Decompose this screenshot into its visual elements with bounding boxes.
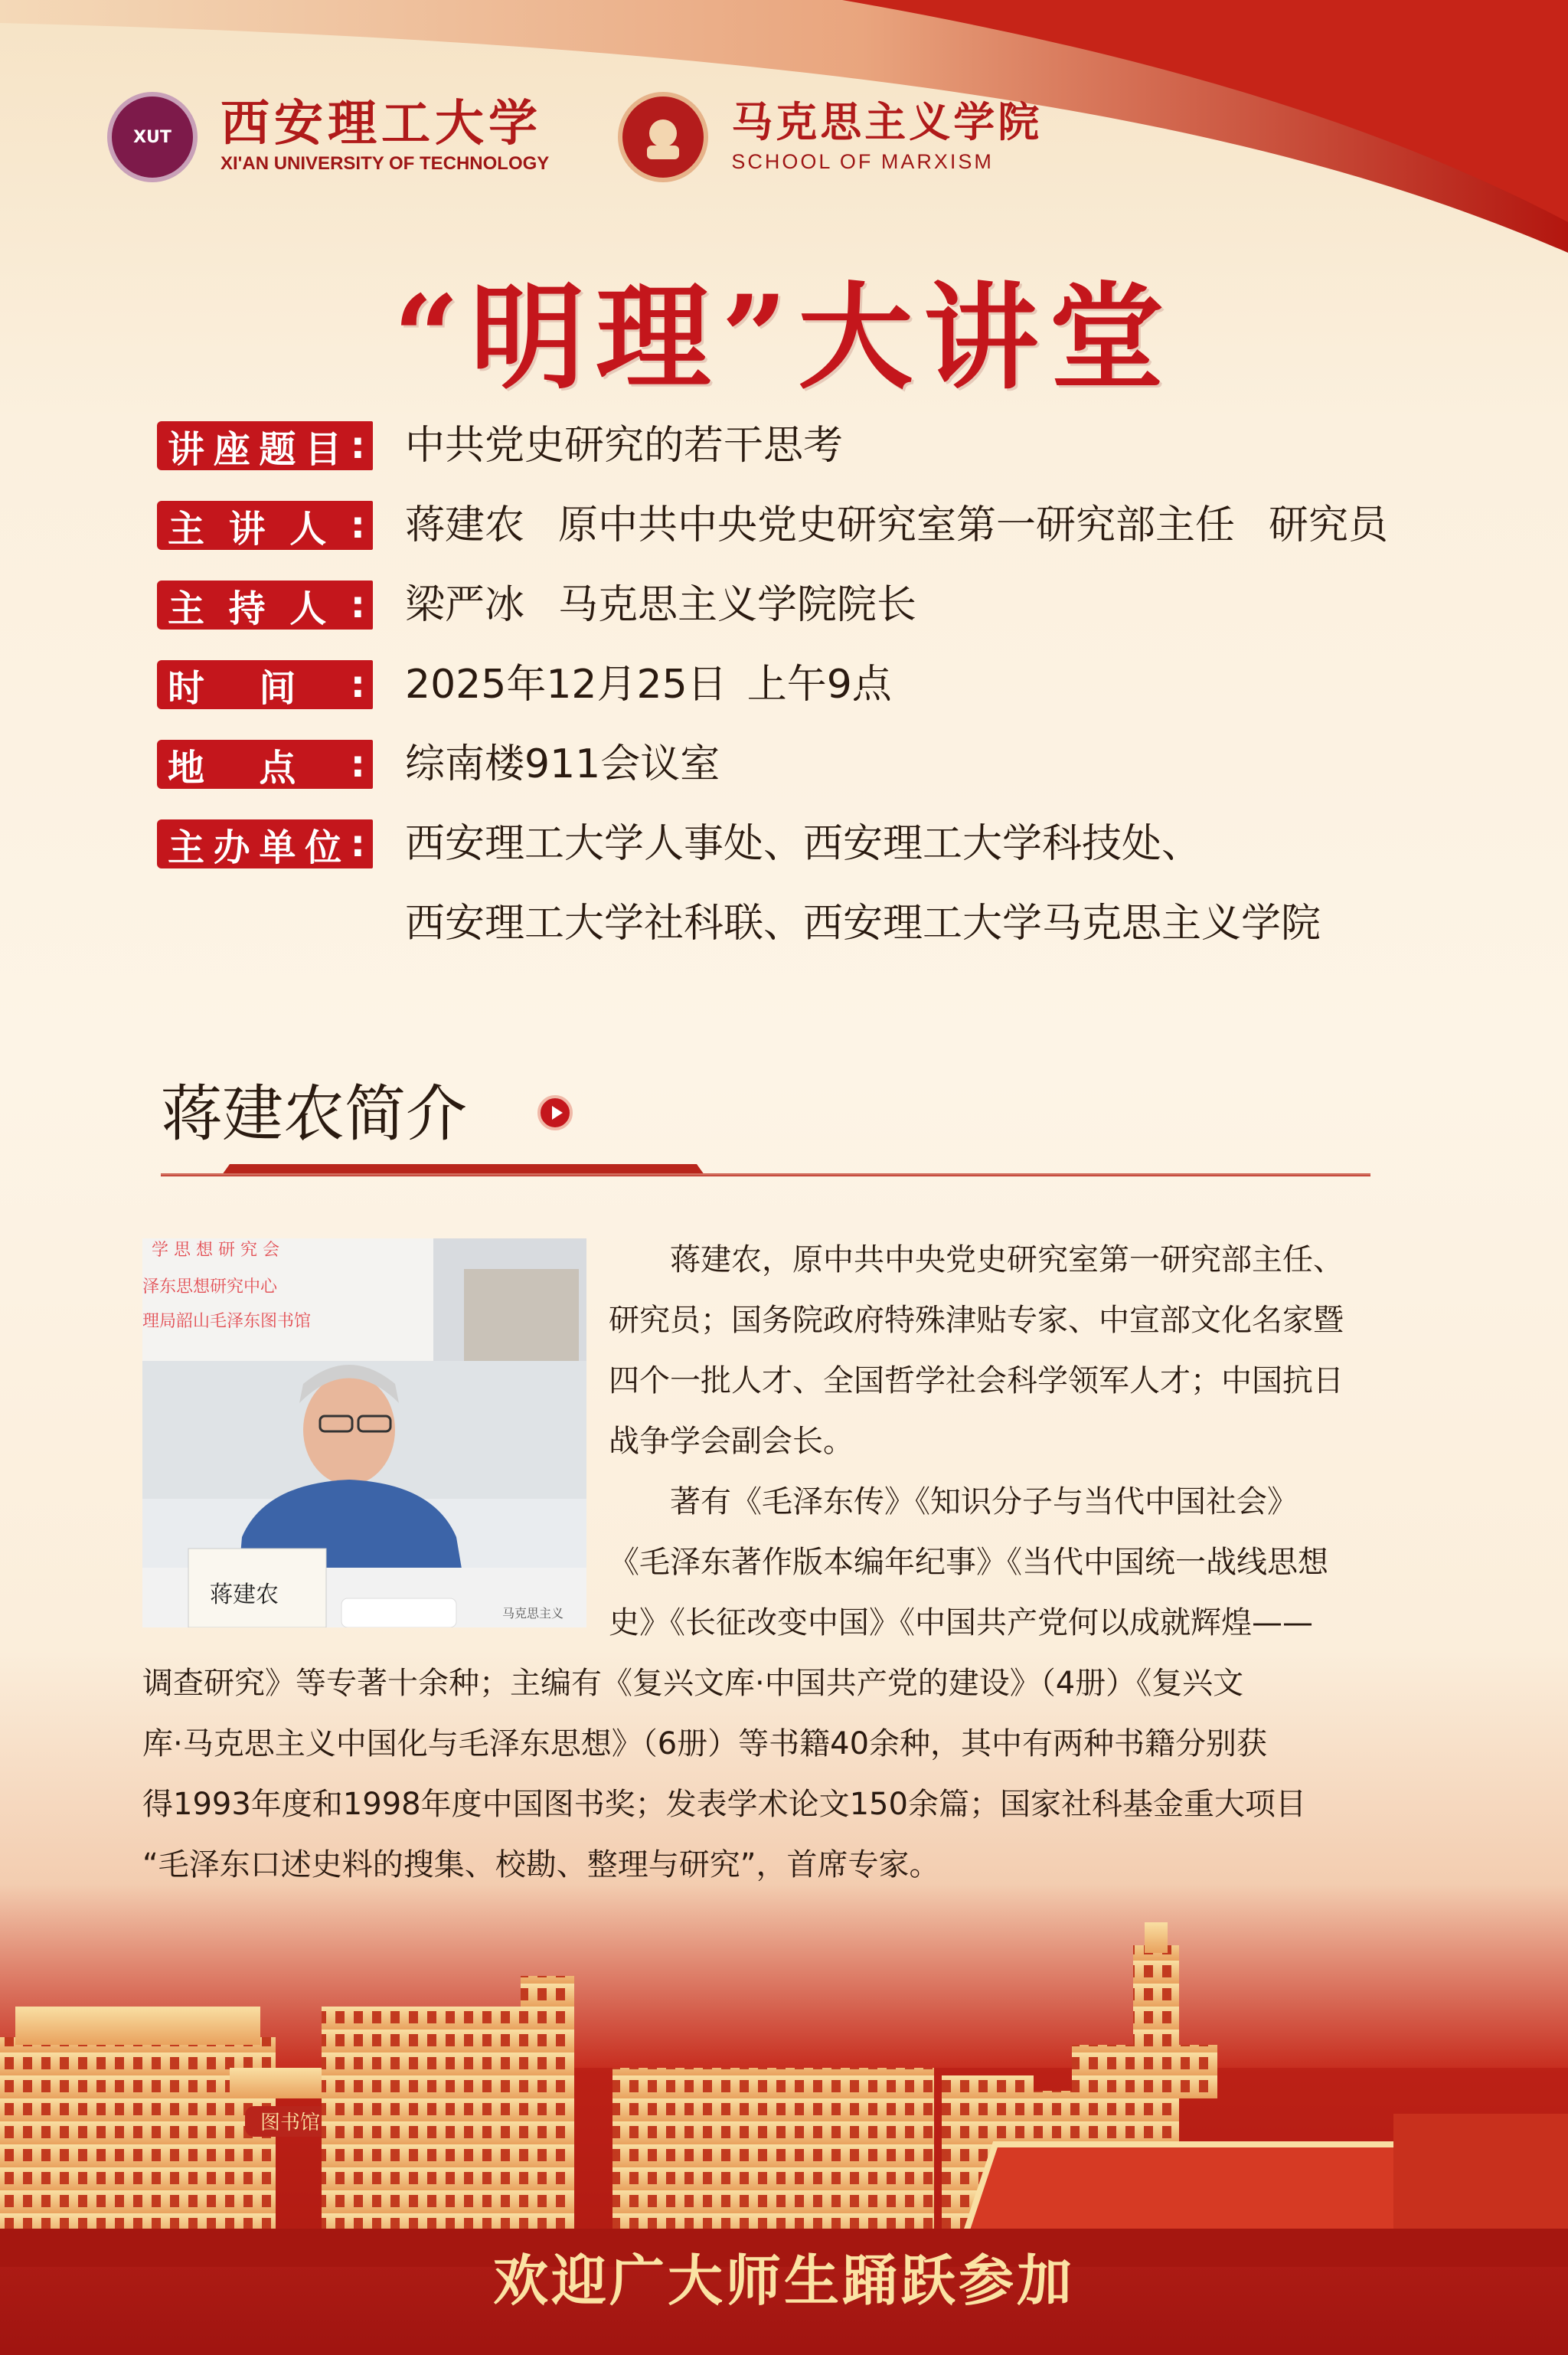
topic-value: 中共党史研究的若干思考 <box>405 423 844 469</box>
speaker-title: 原中共中央党史研究室第一研究部主任 <box>558 502 1236 548</box>
info-row-organizer <box>157 819 1535 979</box>
university-name <box>220 95 550 175</box>
speaker-photo <box>142 1238 586 1627</box>
host-name: 梁严冰 <box>405 582 525 628</box>
time-value <box>405 660 892 709</box>
host-label: 主 持 人 : <box>157 581 373 630</box>
university-name-en: XI'AN UNIVERSITY OF TECHNOLOGY <box>220 153 550 174</box>
photo-banner-1: 学 思 想 研 究 会 <box>152 1241 279 1260</box>
time-date: 2025年12月25日 <box>405 662 727 708</box>
time-part: 上午9点 <box>746 662 892 708</box>
bio-line: 著有《毛泽东传》《知识分子与当代中国社会》 <box>670 1484 1298 1519</box>
header-logos <box>107 92 1088 182</box>
school-name <box>731 96 1043 174</box>
info-row-place <box>157 740 1535 819</box>
school-seal-icon <box>618 92 708 182</box>
time-label: 时 间 : <box>157 660 373 709</box>
lecture-info <box>157 421 1535 979</box>
school-name-en: SCHOOL OF MARXISM <box>731 149 994 173</box>
photo-banner-3: 理局韶山毛泽东图书馆 <box>142 1312 312 1331</box>
organizer-value <box>405 819 1321 979</box>
host-title: 马克思主义学院院长 <box>558 582 917 628</box>
speaker-rank: 研究员 <box>1269 502 1389 548</box>
organizer-line-2: 西安理工大学社科联、西安理工大学马克思主义学院 <box>405 901 1321 947</box>
place-value: 综南楼911会议室 <box>405 741 720 787</box>
poster-title: “明理”大讲堂 <box>393 270 1175 405</box>
bio-line: 研究员；国务院政府特殊津贴专家、中宣部文化名家暨 <box>609 1303 1344 1338</box>
topic-label: 讲 座 题 目 : <box>157 421 373 470</box>
bio-line: 史》《长征改变中国》《中国共产党何以成就辉煌—— <box>609 1605 1313 1640</box>
bio-line: 战争学会副会长。 <box>609 1424 854 1459</box>
info-row-speaker <box>157 501 1535 581</box>
bio-text-full <box>142 1653 1306 1895</box>
bio-line: “毛泽东口述史料的搜集、校勘、整理与研究”，首席专家。 <box>142 1847 940 1882</box>
bio-line: 调查研究》等专著十余种；主编有《复兴文库·中国共产党的建设》（4册）《复兴文 <box>142 1666 1244 1701</box>
info-row-time <box>157 660 1535 740</box>
heading-underline <box>161 1163 1370 1176</box>
organizer-label: 主 办 单 位 : <box>157 819 373 868</box>
host-value <box>405 581 916 630</box>
building-sign: 图书馆 <box>260 2111 321 2134</box>
bio-heading: 蒋建农简介 <box>161 1078 467 1150</box>
photo-nameplate: 蒋建农 <box>210 1581 279 1608</box>
organizer-line-1: 西安理工大学人事处、西安理工大学科技处、 <box>405 821 1202 867</box>
bio-line: 四个一批人才、全国哲学社会科学领军人才；中国抗日 <box>609 1363 1344 1398</box>
speaker-name: 蒋建农 <box>405 502 525 548</box>
university-seal-icon: XUT <box>107 92 198 182</box>
bio-line: 得1993年度和1998年度中国图书奖；发表学术论文150余篇；国家社科基金重大项目 <box>142 1787 1306 1822</box>
school-name-cn: 马克思主义学院 <box>731 96 1043 146</box>
bio-line: 《毛泽东著作版本编年纪事》《当代中国统一战线思想 <box>609 1545 1328 1580</box>
place-label: 地 点 : <box>157 740 373 789</box>
university-name-cn: 西安理工大学 <box>220 95 542 152</box>
welcome-message: 欢迎广大师生踊跃参加 <box>492 2249 1075 2313</box>
play-arrow-icon <box>537 1095 573 1130</box>
speaker-value <box>405 501 1388 550</box>
info-row-topic <box>157 421 1535 501</box>
campus-buildings-illustration <box>0 1915 1568 2267</box>
bio-text-right <box>609 1230 1344 1653</box>
photo-banner-2: 泽东思想研究中心 <box>142 1277 278 1297</box>
bio-line: 库·马克思主义中国化与毛泽东思想》（6册）等书籍40余种，其中有两种书籍分别获 <box>142 1726 1268 1761</box>
info-row-host <box>157 581 1535 660</box>
speaker-label: 主 讲 人 : <box>157 501 373 550</box>
bio-line: 蒋建农，原中共中央党史研究室第一研究部主任、 <box>670 1242 1344 1277</box>
photo-watermark: 马克思主义 <box>502 1606 564 1621</box>
